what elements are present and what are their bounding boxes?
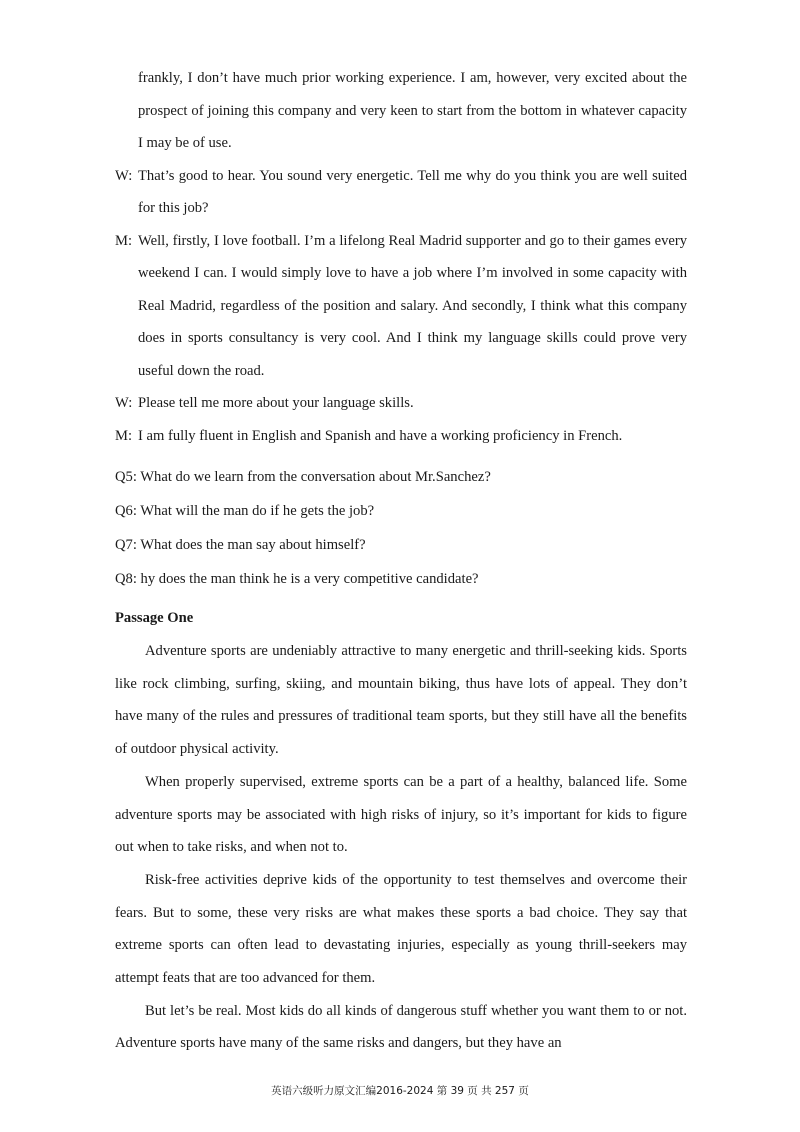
speaker-label: M: — [115, 232, 133, 249]
question-q7: Q7: What does the man say about himself? — [115, 537, 366, 553]
dialogue-text: I am fully fluent in English and Spanish and have a working proficiency in French. — [138, 427, 623, 444]
passage-title: Passage One — [115, 610, 194, 626]
passage-paragraph: When properly supervised, extreme sports can be a part of a healthy, balanced life. Some adventure sports may be associated with high risks of injury, so it’s important for kids to figure out when to take risks, and when not to. — [115, 773, 687, 856]
speaker-label: W: — [115, 167, 133, 184]
dialogue-text: Please tell me more about your language skills. — [138, 395, 414, 411]
passage-paragraph: But let’s be real. Most kids do all kinds of dangerous stuff whether you want them to or not. Adventure sports have many of the same risks and dangers, but they have an — [115, 1002, 687, 1052]
question-q8: Q8: hy does the man think he is a very competitive candidate? — [115, 571, 479, 587]
page-content — [115, 62, 687, 1060]
dialogue-text: Well, firstly, I love football. I’m a lifelong Real Madrid supporter and go to their games every weekend I can. I would simply love to have a job where I’m involved in some capacity with Real Madrid, regardless of the position and salary. And secondly, I think what this company does in sports consultancy is very cool. And I think my language skills could prove very useful down the road. — [138, 232, 687, 379]
passage-paragraph: Risk-free activities deprive kids of the opportunity to test themselves and overcome their fears. But to some, these very risks are what makes these sports a bad choice. They say that extreme sports can often lead to devastating injuries, especially as young thrill-seekers may attempt feats that are too advanced for them. — [115, 871, 687, 987]
speaker-label: M: — [115, 427, 133, 444]
dialogue-text: That’s good to hear. You sound very energetic. Tell me why do you think you are well suited for this job? — [138, 167, 687, 216]
passage-paragraph: Adventure sports are undeniably attractive to many energetic and thrill-seeking kids. Sports like rock climbing, surfing, skiing, and mountain biking, thus have lots of appeal. They don’t have many of the rules and pressures of traditional team sports, but they still have all the benefits of outdoor physical activity. — [115, 643, 687, 758]
dialogue-line — [115, 387, 687, 420]
dialogue-line — [115, 225, 687, 388]
page-footer: 英语六级听力原文汇编2016-2024 第 39 页 共 257 页 — [271, 1085, 529, 1097]
spacer — [115, 452, 687, 460]
dialogue-line — [115, 160, 687, 225]
dialogue-line — [115, 420, 687, 453]
question-q6: Q6: What will the man do if he gets the job? — [115, 503, 375, 519]
speaker-label: W: — [115, 395, 133, 411]
dialogue-continuation: frankly, I don’t have much prior working experience. I am, however, very excited about the prospect of joining this company and very keen to start from the bottom in whatever capacity I may be of use. — [138, 70, 687, 151]
question-q5: Q5: What do we learn from the conversation about Mr.Sanchez? — [115, 469, 491, 485]
